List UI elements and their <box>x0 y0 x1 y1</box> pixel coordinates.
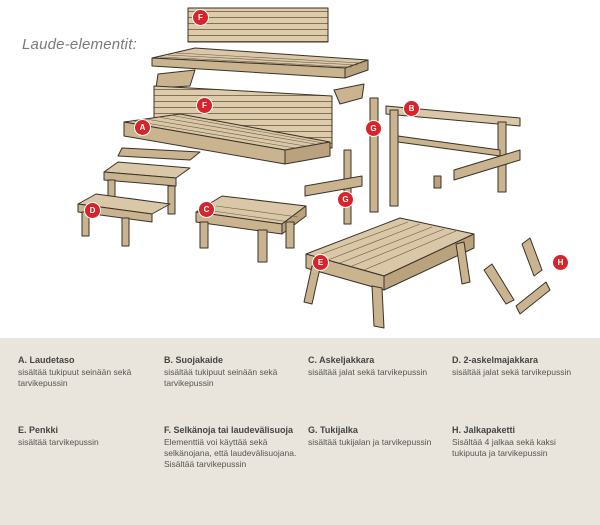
badge-b: B <box>403 100 420 117</box>
badge-c: C <box>198 201 215 218</box>
legend-desc-e: sisältää tarvikepussin <box>18 437 99 447</box>
badge-g-2: G <box>337 191 354 208</box>
backrest-top <box>188 8 328 42</box>
legend-item-g <box>308 424 448 448</box>
badge-g-1: G <box>365 120 382 137</box>
legend-desc-b: sisältää tukipuut seinään sekä tarvikepussin <box>164 367 278 388</box>
badge-e: E <box>312 254 329 271</box>
legend-panel <box>0 338 600 525</box>
legend-item-c <box>308 354 448 378</box>
support-leg-1 <box>370 98 378 212</box>
legend-title-b: B. Suojakaide <box>164 355 224 365</box>
legend-item-e <box>18 424 158 448</box>
legend-desc-c: sisältää jalat sekä tarvikepussin <box>308 367 428 377</box>
legend-title-h: H. Jalkapaketti <box>452 425 516 435</box>
legend-item-d <box>452 354 592 378</box>
badge-f-middle: F <box>196 97 213 114</box>
legend-title-a: A. Laudetaso <box>18 355 75 365</box>
legend-title-d: D. 2-askelmajakkara <box>452 355 539 365</box>
legend-item-h <box>452 424 592 459</box>
legend-title-g: G. Tukijalka <box>308 425 358 435</box>
legend-desc-g: sisältää tukijalan ja tarvikepussin <box>308 437 432 447</box>
diagram-heading: Laude-elementit: <box>22 36 137 53</box>
legend-title-c: C. Askeljakkara <box>308 355 375 365</box>
bench <box>304 218 474 328</box>
guard-rail <box>386 106 520 206</box>
legend-desc-h: Sisältää 4 jalkaa sekä kaksi tukipuuta ja tarvikepussin <box>452 437 556 458</box>
legend-item-a <box>18 354 158 389</box>
badge-f-top: F <box>192 9 209 26</box>
leg-package <box>484 238 550 314</box>
support-block-1 <box>156 70 195 88</box>
small-bracket <box>434 176 441 188</box>
badge-a: A <box>134 119 151 136</box>
badge-h: H <box>552 254 569 271</box>
legend-desc-a: sisältää tukipuut seinään sekä tarvikepussin <box>18 367 132 388</box>
leg-brace <box>305 176 362 196</box>
support-block-2 <box>334 84 364 104</box>
legend-item-b <box>164 354 304 389</box>
legend-desc-d: sisältää jalat sekä tarvikepussin <box>452 367 572 377</box>
badge-d: D <box>84 202 101 219</box>
legend-item-f <box>164 424 304 470</box>
legend-title-e: E. Penkki <box>18 425 59 435</box>
legend-title-f: F. Selkänoja tai laudevälisuoja <box>164 425 294 435</box>
legend-desc-f: Elementtiä voi käyttää sekä selkänojana, että laudevälisuojana. Sisältää tarvikepussin <box>164 437 297 469</box>
support-batten <box>118 148 200 160</box>
